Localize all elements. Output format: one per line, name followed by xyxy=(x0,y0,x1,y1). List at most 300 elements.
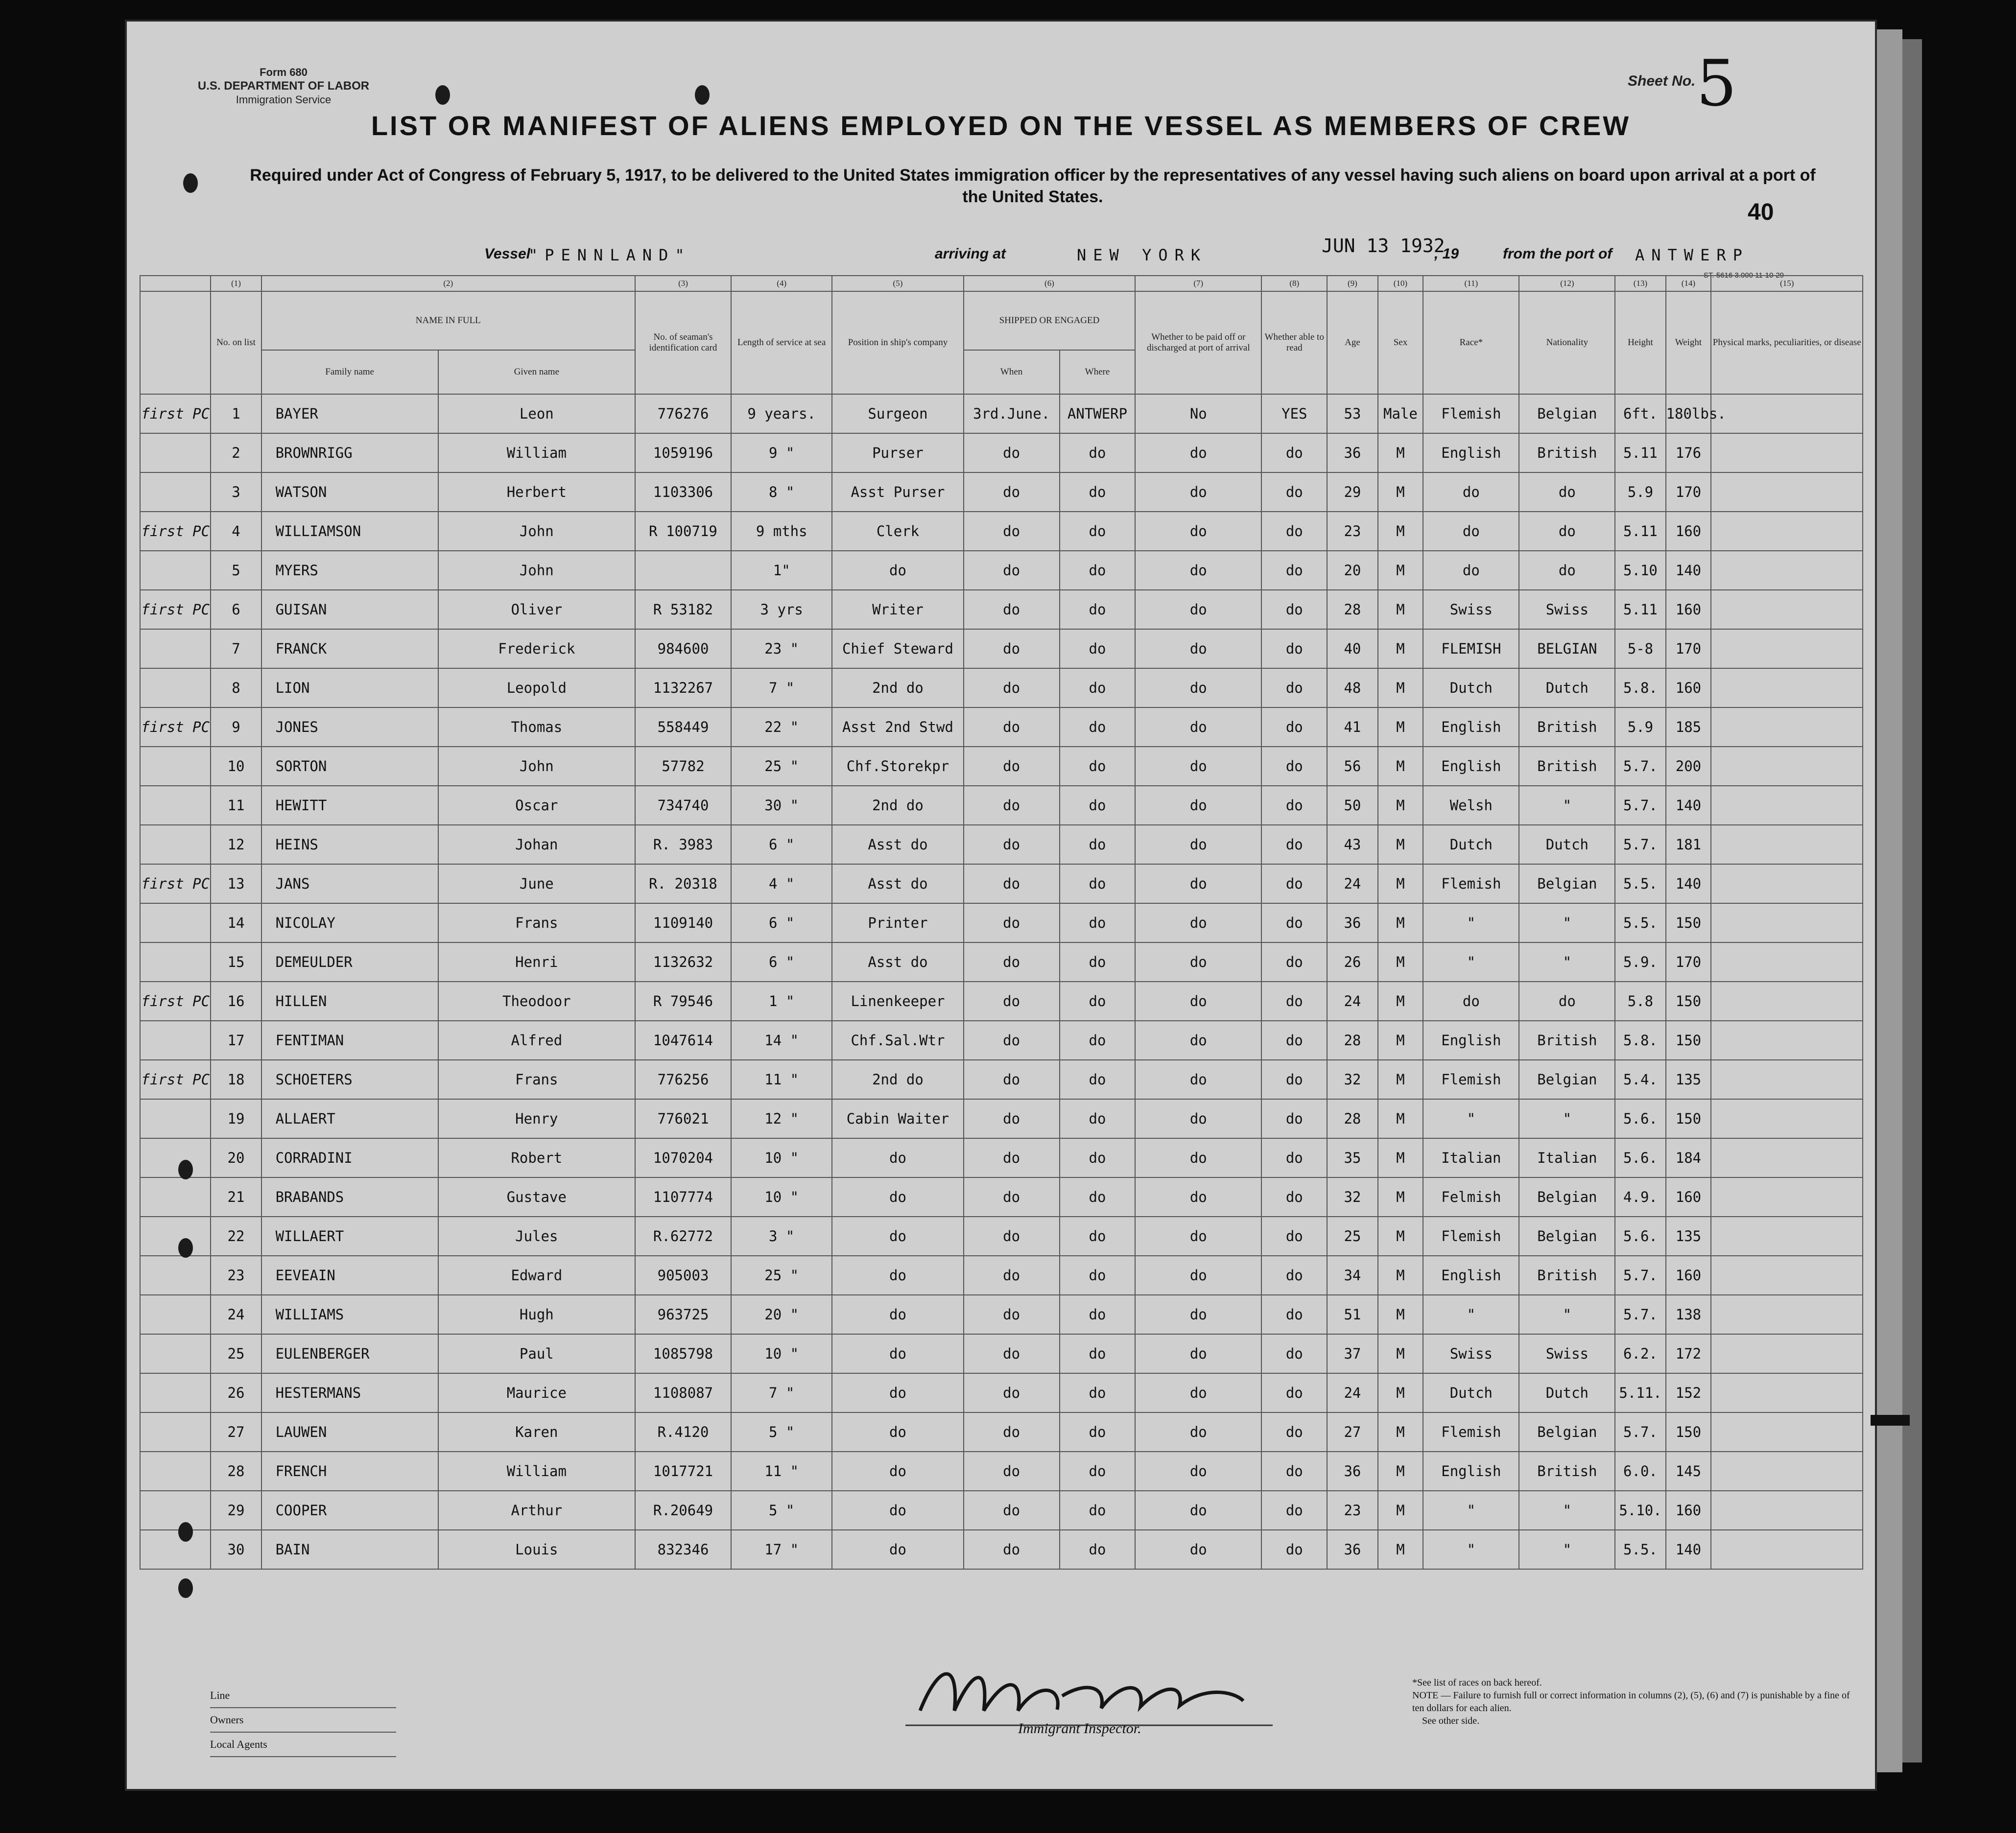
age-cell: 36 xyxy=(1327,903,1377,942)
colnum-7: (7) xyxy=(1135,276,1261,291)
physical-marks-cell xyxy=(1711,942,1863,982)
family-name-cell: LAUWEN xyxy=(261,1412,438,1452)
table-row xyxy=(140,394,1863,433)
col-paid-off: Whether to be paid off or discharged at port of arrival xyxy=(1135,291,1261,394)
paid-off-cell: do xyxy=(1135,668,1261,707)
col-physical-marks: Physical marks, peculiarities, or disease xyxy=(1711,291,1863,394)
physical-marks-cell xyxy=(1711,1138,1863,1177)
height-cell: 5.10. xyxy=(1615,1491,1665,1530)
sex-cell: M xyxy=(1378,590,1423,629)
id-card-number-cell: 1103306 xyxy=(635,472,731,512)
given-name-cell: Herbert xyxy=(438,472,635,512)
race-cell: do xyxy=(1423,551,1519,590)
table-row xyxy=(140,1373,1863,1412)
shipped-when-cell: do xyxy=(964,590,1060,629)
nationality-cell: Belgian xyxy=(1519,1412,1615,1452)
margin-note-cell xyxy=(140,1256,211,1295)
shipped-where-cell: do xyxy=(1060,942,1136,982)
table-row xyxy=(140,707,1863,747)
shipped-when-cell: do xyxy=(964,1452,1060,1491)
margin-note-cell: first PC xyxy=(140,394,211,433)
margin-header xyxy=(140,276,211,291)
height-cell: 5.8 xyxy=(1615,982,1665,1021)
weight-cell: 170 xyxy=(1666,942,1711,982)
given-name-cell: Hugh xyxy=(438,1295,635,1334)
nationality-cell: Italian xyxy=(1519,1138,1615,1177)
table-row xyxy=(140,1060,1863,1099)
weight-cell: 138 xyxy=(1666,1295,1711,1334)
given-name-cell: Gustave xyxy=(438,1177,635,1217)
margin-note-cell xyxy=(140,825,211,864)
shipped-where-cell: do xyxy=(1060,903,1136,942)
table-row xyxy=(140,942,1863,982)
col-where: Where xyxy=(1060,350,1136,394)
physical-marks-cell xyxy=(1711,786,1863,825)
weight-cell: 135 xyxy=(1666,1060,1711,1099)
footnote-races: *See list of races on back hereof. xyxy=(1412,1677,1542,1688)
row-number-cell: 26 xyxy=(211,1373,261,1412)
physical-marks-cell xyxy=(1711,825,1863,864)
page-stack-edge xyxy=(1873,29,1902,1772)
id-card-number-cell: 1059196 xyxy=(635,433,731,472)
paid-off-cell: do xyxy=(1135,982,1261,1021)
nationality-cell: British xyxy=(1519,433,1615,472)
sex-cell: M xyxy=(1378,1295,1423,1334)
given-name-cell: Henry xyxy=(438,1099,635,1138)
shipped-when-cell: do xyxy=(964,1530,1060,1569)
paid-off-cell: do xyxy=(1135,707,1261,747)
shipped-when-cell: do xyxy=(964,433,1060,472)
margin-note-cell xyxy=(140,668,211,707)
date-stamp: JUN 13 1932 xyxy=(1322,235,1445,257)
margin-note-cell: first PC xyxy=(140,707,211,747)
weight-cell: 140 xyxy=(1666,786,1711,825)
age-cell: 56 xyxy=(1327,747,1377,786)
paid-off-cell: do xyxy=(1135,1530,1261,1569)
length-of-service-cell: 7 " xyxy=(731,668,832,707)
shipped-where-cell: do xyxy=(1060,1021,1136,1060)
given-name-cell: William xyxy=(438,433,635,472)
shipped-when-cell: do xyxy=(964,668,1060,707)
age-cell: 26 xyxy=(1327,942,1377,982)
sex-cell: M xyxy=(1378,1491,1423,1530)
able-to-read-cell: do xyxy=(1261,747,1327,786)
family-name-cell: ALLAERT xyxy=(261,1099,438,1138)
margin-note-cell xyxy=(140,472,211,512)
id-card-number-cell: R 100719 xyxy=(635,512,731,551)
family-name-cell: WATSON xyxy=(261,472,438,512)
family-name-cell: EULENBERGER xyxy=(261,1334,438,1373)
sex-cell: M xyxy=(1378,1217,1423,1256)
length-of-service-cell: 10 " xyxy=(731,1138,832,1177)
sex-cell: M xyxy=(1378,1099,1423,1138)
punch-hole xyxy=(183,173,198,193)
length-of-service-cell: 25 " xyxy=(731,1256,832,1295)
weight-cell: 150 xyxy=(1666,1412,1711,1452)
shipped-where-cell: do xyxy=(1060,472,1136,512)
weight-cell: 145 xyxy=(1666,1452,1711,1491)
sex-cell: M xyxy=(1378,707,1423,747)
row-number-cell: 25 xyxy=(211,1334,261,1373)
length-of-service-cell: 9 years. xyxy=(731,394,832,433)
age-cell: 24 xyxy=(1327,982,1377,1021)
owners-label: Owners xyxy=(210,1708,396,1733)
shipped-when-cell: 3rd.June. xyxy=(964,394,1060,433)
race-cell: Flemish xyxy=(1423,864,1519,903)
ship-position-cell: do xyxy=(832,1177,963,1217)
table-row xyxy=(140,1530,1863,1569)
nationality-cell: " xyxy=(1519,786,1615,825)
height-cell: 5.9. xyxy=(1615,942,1665,982)
weight-cell: 172 xyxy=(1666,1334,1711,1373)
height-cell: 5.9 xyxy=(1615,707,1665,747)
weight-cell: 150 xyxy=(1666,982,1711,1021)
ship-position-cell: do xyxy=(832,1373,963,1412)
nationality-cell: British xyxy=(1519,1021,1615,1060)
shipped-where-cell: do xyxy=(1060,1138,1136,1177)
height-cell: 5.7. xyxy=(1615,1256,1665,1295)
punch-hole xyxy=(178,1160,193,1179)
nationality-cell: do xyxy=(1519,551,1615,590)
col-given-name: Given name xyxy=(438,350,635,394)
margin-col-header xyxy=(140,291,211,394)
age-cell: 37 xyxy=(1327,1334,1377,1373)
table-row xyxy=(140,629,1863,668)
physical-marks-cell xyxy=(1711,747,1863,786)
shipped-where-cell: do xyxy=(1060,864,1136,903)
nationality-cell: Swiss xyxy=(1519,590,1615,629)
nationality-cell: British xyxy=(1519,1452,1615,1491)
height-cell: 5.11 xyxy=(1615,433,1665,472)
punch-hole xyxy=(178,1578,193,1598)
table-row xyxy=(140,825,1863,864)
from-port-label: from the port of xyxy=(1503,246,1613,262)
length-of-service-cell: 3 yrs xyxy=(731,590,832,629)
nationality-cell: Belgian xyxy=(1519,394,1615,433)
race-cell: " xyxy=(1423,1295,1519,1334)
height-cell: 5.4. xyxy=(1615,1060,1665,1099)
ship-position-cell: do xyxy=(832,1412,963,1452)
able-to-read-cell: do xyxy=(1261,1373,1327,1412)
age-cell: 43 xyxy=(1327,825,1377,864)
table-row xyxy=(140,982,1863,1021)
race-cell: " xyxy=(1423,1530,1519,1569)
nationality-cell: British xyxy=(1519,707,1615,747)
able-to-read-cell: do xyxy=(1261,707,1327,747)
able-to-read-cell: do xyxy=(1261,1099,1327,1138)
race-cell: English xyxy=(1423,1452,1519,1491)
weight-cell: 160 xyxy=(1666,1256,1711,1295)
length-of-service-cell: 4 " xyxy=(731,864,832,903)
age-cell: 20 xyxy=(1327,551,1377,590)
given-name-cell: Johan xyxy=(438,825,635,864)
ship-position-cell: Purser xyxy=(832,433,963,472)
vessel-label: Vessel xyxy=(484,246,530,262)
length-of-service-cell: 11 " xyxy=(731,1452,832,1491)
given-name-cell: Thomas xyxy=(438,707,635,747)
able-to-read-cell: YES xyxy=(1261,394,1327,433)
id-card-number-cell: 1070204 xyxy=(635,1138,731,1177)
height-cell: 4.9. xyxy=(1615,1177,1665,1217)
nationality-cell: " xyxy=(1519,1530,1615,1569)
able-to-read-cell: do xyxy=(1261,942,1327,982)
row-number-cell: 9 xyxy=(211,707,261,747)
colnum-4: (4) xyxy=(731,276,832,291)
paid-off-cell: do xyxy=(1135,1217,1261,1256)
table-row xyxy=(140,512,1863,551)
paid-off-cell: do xyxy=(1135,786,1261,825)
table-row xyxy=(140,472,1863,512)
row-number-cell: 22 xyxy=(211,1217,261,1256)
shipped-when-cell: do xyxy=(964,1295,1060,1334)
age-cell: 36 xyxy=(1327,1530,1377,1569)
shipped-when-cell: do xyxy=(964,747,1060,786)
margin-note-cell xyxy=(140,1452,211,1491)
length-of-service-cell: 23 " xyxy=(731,629,832,668)
colnum-13: (13) xyxy=(1615,276,1665,291)
col-able-read: Whether able to read xyxy=(1261,291,1327,394)
ship-position-cell: Chf.Storekpr xyxy=(832,747,963,786)
ship-position-cell: Clerk xyxy=(832,512,963,551)
margin-note-cell xyxy=(140,942,211,982)
family-name-cell: LION xyxy=(261,668,438,707)
id-card-number-cell: 1017721 xyxy=(635,1452,731,1491)
paid-off-cell: do xyxy=(1135,1334,1261,1373)
paid-off-cell: do xyxy=(1135,629,1261,668)
col-position: Position in ship's company xyxy=(832,291,963,394)
row-number-cell: 19 xyxy=(211,1099,261,1138)
length-of-service-cell: 9 mths xyxy=(731,512,832,551)
weight-cell: 140 xyxy=(1666,551,1711,590)
crew-table xyxy=(140,275,1863,1570)
given-name-cell: Jules xyxy=(438,1217,635,1256)
paid-off-cell: do xyxy=(1135,864,1261,903)
height-cell: 5.8. xyxy=(1615,1021,1665,1060)
page-count: 40 xyxy=(1748,199,1774,225)
given-name-cell: Alfred xyxy=(438,1021,635,1060)
ship-position-cell: 2nd do xyxy=(832,786,963,825)
ship-position-cell: do xyxy=(832,551,963,590)
race-cell: Dutch xyxy=(1423,1373,1519,1412)
length-of-service-cell: 6 " xyxy=(731,942,832,982)
race-cell: " xyxy=(1423,942,1519,982)
margin-note-cell: first PC xyxy=(140,512,211,551)
manifest-footer xyxy=(127,1632,1875,1784)
ship-position-cell: 2nd do xyxy=(832,668,963,707)
table-row xyxy=(140,1491,1863,1530)
row-number-cell: 10 xyxy=(211,747,261,786)
col-weight: Weight xyxy=(1666,291,1711,394)
col-height: Height xyxy=(1615,291,1665,394)
margin-note-cell xyxy=(140,1373,211,1412)
id-card-number-cell: 734740 xyxy=(635,786,731,825)
sex-cell: M xyxy=(1378,747,1423,786)
shipped-when-cell: do xyxy=(964,472,1060,512)
length-of-service-cell: 12 " xyxy=(731,1099,832,1138)
row-number-cell: 14 xyxy=(211,903,261,942)
able-to-read-cell: do xyxy=(1261,1452,1327,1491)
family-name-cell: NICOLAY xyxy=(261,903,438,942)
row-number-cell: 6 xyxy=(211,590,261,629)
weight-cell: 160 xyxy=(1666,1177,1711,1217)
given-name-cell: Maurice xyxy=(438,1373,635,1412)
length-of-service-cell: 1" xyxy=(731,551,832,590)
table-row xyxy=(140,786,1863,825)
colnum-12: (12) xyxy=(1519,276,1615,291)
weight-cell: 181 xyxy=(1666,825,1711,864)
year-label: , 19 xyxy=(1434,246,1459,262)
arriving-port: NEW YORK xyxy=(1077,246,1208,264)
table-row xyxy=(140,1412,1863,1452)
weight-cell: 140 xyxy=(1666,864,1711,903)
weight-cell: 160 xyxy=(1666,590,1711,629)
able-to-read-cell: do xyxy=(1261,982,1327,1021)
paid-off-cell: do xyxy=(1135,433,1261,472)
row-number-cell: 13 xyxy=(211,864,261,903)
family-name-cell: SCHOETERS xyxy=(261,1060,438,1099)
table-row xyxy=(140,551,1863,590)
shipped-when-cell: do xyxy=(964,551,1060,590)
length-of-service-cell: 20 " xyxy=(731,1295,832,1334)
shipped-where-cell: do xyxy=(1060,1452,1136,1491)
col-when: When xyxy=(964,350,1060,394)
form-header xyxy=(190,66,377,107)
row-number-cell: 3 xyxy=(211,472,261,512)
nationality-cell: do xyxy=(1519,512,1615,551)
able-to-read-cell: do xyxy=(1261,864,1327,903)
col-age: Age xyxy=(1327,291,1377,394)
given-name-cell: John xyxy=(438,551,635,590)
paid-off-cell: do xyxy=(1135,590,1261,629)
height-cell: 6ft. xyxy=(1615,394,1665,433)
margin-note-cell xyxy=(140,1217,211,1256)
height-cell: 5.10 xyxy=(1615,551,1665,590)
given-name-cell: Louis xyxy=(438,1530,635,1569)
age-cell: 48 xyxy=(1327,668,1377,707)
nationality-cell: " xyxy=(1519,942,1615,982)
sheet-number-label: Sheet No. xyxy=(1628,73,1696,89)
shipped-when-cell: do xyxy=(964,903,1060,942)
row-number-cell: 4 xyxy=(211,512,261,551)
able-to-read-cell: do xyxy=(1261,786,1327,825)
shipped-when-cell: do xyxy=(964,629,1060,668)
age-cell: 32 xyxy=(1327,1177,1377,1217)
ship-position-cell: 2nd do xyxy=(832,1060,963,1099)
length-of-service-cell: 5 " xyxy=(731,1491,832,1530)
col-sex: Sex xyxy=(1378,291,1423,394)
given-name-cell: Leon xyxy=(438,394,635,433)
nationality-cell: " xyxy=(1519,1491,1615,1530)
shipped-when-cell: do xyxy=(964,1060,1060,1099)
col-id-card: No. of seaman's identification card xyxy=(635,291,731,394)
height-cell: 5.7. xyxy=(1615,747,1665,786)
ship-position-cell: Asst do xyxy=(832,825,963,864)
given-name-cell: Frederick xyxy=(438,629,635,668)
able-to-read-cell: do xyxy=(1261,1412,1327,1452)
margin-note-cell xyxy=(140,1177,211,1217)
sex-cell: M xyxy=(1378,551,1423,590)
paid-off-cell: do xyxy=(1135,1412,1261,1452)
ship-position-cell: do xyxy=(832,1295,963,1334)
line-label: Line xyxy=(210,1684,396,1708)
colnum-3: (3) xyxy=(635,276,731,291)
punch-hole xyxy=(435,85,450,105)
paid-off-cell: do xyxy=(1135,1256,1261,1295)
col-name-in-full: NAME IN FULL xyxy=(261,291,635,350)
family-name-cell: HEWITT xyxy=(261,786,438,825)
inspector-label: Immigrant Inspector. xyxy=(1018,1720,1141,1737)
family-name-cell: HEINS xyxy=(261,825,438,864)
shipped-where-cell: do xyxy=(1060,1256,1136,1295)
nationality-cell: " xyxy=(1519,1099,1615,1138)
row-number-cell: 2 xyxy=(211,433,261,472)
margin-note-cell xyxy=(140,1491,211,1530)
id-card-number-cell: 1132632 xyxy=(635,942,731,982)
weight-cell: 135 xyxy=(1666,1217,1711,1256)
stock-note: ST. 5616 3.000 11-10-29 xyxy=(1704,271,1784,280)
nationality-cell: Swiss xyxy=(1519,1334,1615,1373)
vessel-name: "PENNLAND" xyxy=(528,246,691,264)
paid-off-cell: do xyxy=(1135,1452,1261,1491)
vessel-line xyxy=(362,235,1749,265)
age-cell: 28 xyxy=(1327,590,1377,629)
shipped-when-cell: do xyxy=(964,707,1060,747)
height-cell: 5.9 xyxy=(1615,472,1665,512)
sex-cell: M xyxy=(1378,982,1423,1021)
weight-cell: 152 xyxy=(1666,1373,1711,1412)
sex-cell: M xyxy=(1378,1373,1423,1412)
row-number-cell: 21 xyxy=(211,1177,261,1217)
physical-marks-cell xyxy=(1711,433,1863,472)
page-subtitle: Required under Act of Congress of February 5, 1917, to be delivered to the United States immigration officer by the representatives of any vessel having such aliens on board upon arrival at a port of the United States. xyxy=(250,166,1816,206)
sex-cell: M xyxy=(1378,1452,1423,1491)
physical-marks-cell xyxy=(1711,590,1863,629)
margin-note-cell xyxy=(140,786,211,825)
shipped-where-cell: do xyxy=(1060,1491,1136,1530)
nationality-cell: BELGIAN xyxy=(1519,629,1615,668)
margin-note-cell xyxy=(140,747,211,786)
margin-note-cell xyxy=(140,1099,211,1138)
age-cell: 27 xyxy=(1327,1412,1377,1452)
nationality-cell: " xyxy=(1519,903,1615,942)
table-row xyxy=(140,1021,1863,1060)
nationality-cell: do xyxy=(1519,472,1615,512)
height-cell: 5.7. xyxy=(1615,786,1665,825)
race-cell: Flemish xyxy=(1423,1060,1519,1099)
physical-marks-cell xyxy=(1711,1491,1863,1530)
id-card-number-cell: 984600 xyxy=(635,629,731,668)
colnum-6: (6) xyxy=(964,276,1136,291)
race-cell: do xyxy=(1423,512,1519,551)
margin-note-cell: first PC xyxy=(140,1060,211,1099)
height-cell: 5.8. xyxy=(1615,668,1665,707)
able-to-read-cell: do xyxy=(1261,668,1327,707)
shipped-when-cell: do xyxy=(964,1217,1060,1256)
row-number-cell: 29 xyxy=(211,1491,261,1530)
row-number-cell: 24 xyxy=(211,1295,261,1334)
physical-marks-cell xyxy=(1711,1177,1863,1217)
able-to-read-cell: do xyxy=(1261,472,1327,512)
table-row xyxy=(140,903,1863,942)
height-cell: 5.5. xyxy=(1615,903,1665,942)
paid-off-cell: do xyxy=(1135,1491,1261,1530)
given-name-cell: Robert xyxy=(438,1138,635,1177)
weight-cell: 150 xyxy=(1666,1021,1711,1060)
col-nationality: Nationality xyxy=(1519,291,1615,394)
race-cell: FLEMISH xyxy=(1423,629,1519,668)
page-stack-edge-shadow xyxy=(1902,39,1922,1762)
ship-position-cell: Chf.Sal.Wtr xyxy=(832,1021,963,1060)
